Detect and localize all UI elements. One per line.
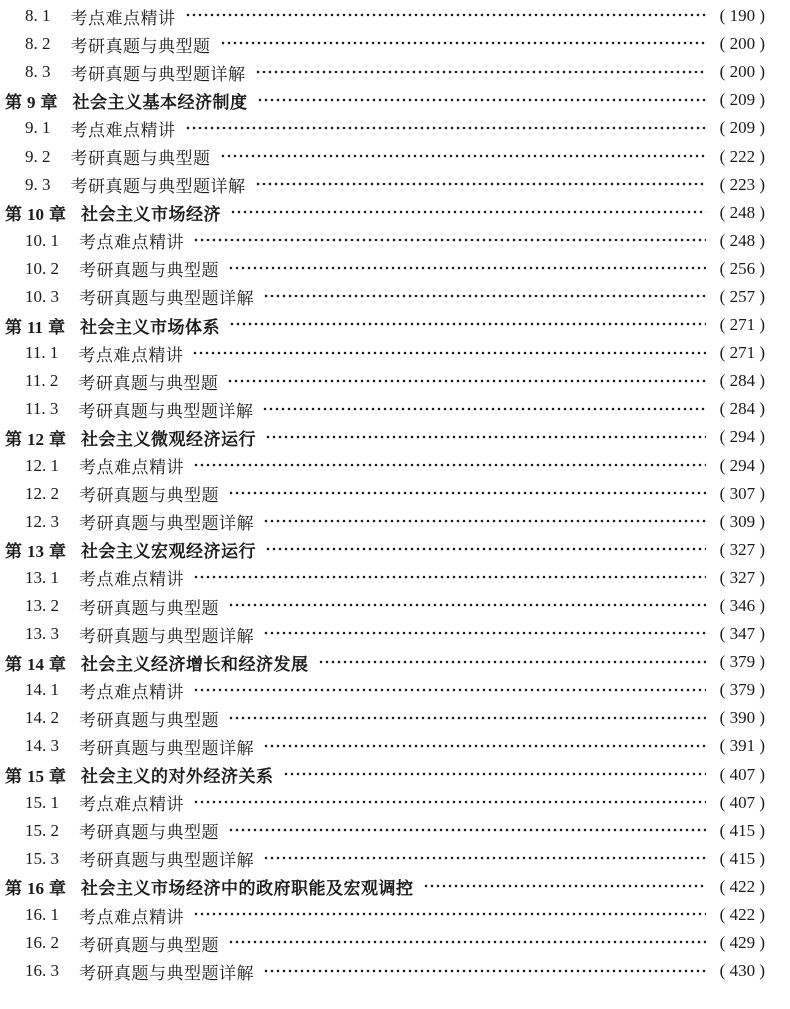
toc-entry-number [25, 736, 59, 756]
toc-entry-page-number: ( 415 ) [719, 820, 765, 840]
toc-entry-page-number: ( 294 ) [719, 427, 765, 447]
chapter-prefix: 第 [5, 879, 22, 899]
toc-entry-page-number: ( 271 ) [719, 343, 765, 363]
dot-leader [283, 761, 707, 789]
toc-row-chapter [0, 648, 765, 676]
toc-entry-number [25, 62, 51, 82]
entry-number-digits: 9. 2 [25, 146, 51, 166]
toc-row-section [0, 480, 765, 508]
dot-leader [185, 2, 707, 30]
dot-leader [265, 536, 706, 564]
entry-number-digits: 15 [27, 767, 44, 787]
toc-entry-title: 考研真题与典型题详解 [79, 289, 254, 309]
toc-entry-number [25, 512, 59, 532]
toc-entry-page-number: ( 422 ) [719, 905, 765, 925]
dot-leader [220, 142, 707, 170]
chapter-prefix: 第 [5, 92, 22, 112]
toc-entry-number [25, 34, 51, 54]
chapter-suffix: 章 [40, 92, 58, 112]
dot-leader [192, 339, 706, 367]
toc-entry-number [5, 537, 66, 562]
chapter-prefix: 第 [5, 654, 22, 674]
chapter-suffix: 章 [48, 317, 66, 337]
toc-entry-page-number: ( 223 ) [719, 174, 765, 194]
toc-row-section [0, 704, 765, 732]
toc-entry-title: 考点难点精讲 [70, 8, 176, 28]
entry-number-digits: 16 [27, 879, 44, 899]
entry-number-digits: 12 [27, 429, 44, 449]
toc-entry-title: 考点难点精讲 [79, 233, 184, 253]
chapter-suffix: 章 [49, 879, 66, 899]
toc-row-section [0, 339, 765, 367]
dot-leader [255, 171, 707, 199]
entry-number-digits: 8. 2 [25, 34, 51, 54]
entry-number-digits: 8. 3 [25, 62, 51, 82]
toc-row-section [0, 255, 765, 283]
toc-entry-number [25, 624, 59, 644]
toc-entry-title: 考研真题与典型题 [79, 710, 219, 730]
toc-entry-page-number: ( 346 ) [719, 596, 765, 616]
toc-row-section [0, 30, 765, 58]
toc-row-section [0, 142, 765, 170]
entry-number-digits: 9. 1 [25, 118, 51, 138]
entry-number-digits: 15. 3 [25, 848, 59, 868]
toc-entry-number [5, 762, 66, 787]
toc-row-section [0, 114, 765, 142]
toc-entry-title: 考研真题与典型题 [79, 935, 219, 955]
toc-entry-page-number: ( 190 ) [719, 6, 765, 26]
entry-number-digits: 16. 2 [25, 933, 59, 953]
dot-leader [228, 255, 706, 283]
toc-entry-number [25, 147, 51, 167]
entry-number-digits: 13. 2 [25, 596, 59, 616]
toc-entry-number [25, 175, 51, 195]
entry-number-digits: 13 [27, 542, 44, 562]
toc-entry-page-number: ( 307 ) [719, 483, 765, 503]
chapter-suffix: 章 [49, 429, 66, 449]
toc-entry-title: 考点难点精讲 [78, 345, 184, 365]
dot-leader [193, 564, 706, 592]
toc-row-section [0, 929, 765, 957]
toc-entry-title: 考研真题与典型题 [79, 486, 219, 506]
toc-entry-title: 考点难点精讲 [79, 907, 184, 927]
toc-row-section [0, 817, 765, 845]
chapter-prefix: 第 [5, 429, 22, 449]
toc-entry-title: 社会主义的对外经济关系 [81, 767, 274, 787]
toc-row-section [0, 901, 765, 929]
entry-number-digits: 14. 2 [25, 708, 59, 728]
toc-entry-title: 考研真题与典型题详解 [79, 626, 254, 646]
toc-entry-title: 考点难点精讲 [79, 458, 184, 478]
dot-leader [265, 423, 706, 451]
toc-entry-title: 考点难点精讲 [70, 120, 176, 140]
dot-leader [193, 789, 706, 817]
entry-number-digits: 15. 1 [25, 792, 59, 812]
toc-entry-page-number: ( 284 ) [719, 371, 765, 391]
toc-row-section [0, 508, 765, 536]
toc-entry-page-number: ( 429 ) [719, 933, 765, 953]
toc-entry-number [5, 88, 58, 113]
toc-entry-page-number: ( 379 ) [719, 652, 765, 672]
dot-leader [263, 283, 706, 311]
toc-entry-title: 社会主义基本经济制度 [72, 92, 248, 112]
toc-entry-page-number: ( 271 ) [719, 315, 765, 335]
dot-leader [193, 227, 706, 255]
toc-entry-page-number: ( 294 ) [719, 455, 765, 475]
toc-row-section [0, 2, 765, 30]
entry-number-digits: 12. 3 [25, 511, 59, 531]
toc-row-chapter [0, 761, 765, 789]
chapter-prefix: 第 [5, 317, 22, 337]
entry-number-digits: 16. 1 [25, 905, 59, 925]
entry-number-digits: 13. 3 [25, 624, 59, 644]
entry-number-digits: 9 [27, 92, 36, 112]
toc-entry-number [25, 680, 59, 700]
toc-row-section [0, 452, 765, 480]
toc-entry-page-number: ( 390 ) [719, 708, 765, 728]
toc-entry-page-number: ( 415 ) [719, 848, 765, 868]
toc-entry-title: 考研真题与典型题 [70, 149, 211, 169]
toc-entry-page-number: ( 327 ) [719, 539, 765, 559]
toc-entry-number [25, 821, 59, 841]
toc-entry-page-number: ( 284 ) [719, 399, 765, 419]
dot-leader [220, 30, 707, 58]
toc-row-chapter [0, 311, 765, 339]
toc-entry-page-number: ( 347 ) [719, 624, 765, 644]
toc-entry-number [25, 343, 58, 363]
toc-entry-number [25, 708, 59, 728]
toc-row-section [0, 789, 765, 817]
toc-entry-number [25, 6, 51, 26]
dot-leader [423, 873, 707, 901]
dot-leader [228, 929, 706, 957]
dot-leader [263, 957, 706, 985]
toc-row-chapter [0, 423, 765, 451]
dot-leader [263, 508, 706, 536]
toc-row-section [0, 620, 765, 648]
toc-entry-number [25, 793, 59, 813]
toc-row-chapter [0, 536, 765, 564]
toc-entry-title: 考研真题与典型题详解 [70, 64, 246, 84]
entry-number-digits: 11. 2 [25, 371, 59, 391]
dot-leader [227, 367, 706, 395]
toc-entry-title: 考研真题与典型题详解 [70, 177, 246, 197]
toc-entry-number [5, 425, 66, 450]
toc-entry-title: 考研真题与典型题详解 [78, 401, 254, 421]
dot-leader [185, 114, 707, 142]
toc-entry-page-number: ( 309 ) [719, 511, 765, 531]
toc-entry-number [25, 399, 58, 419]
toc-row-section [0, 171, 765, 199]
toc-row-section [0, 564, 765, 592]
dot-leader [263, 845, 706, 873]
toc-row-section [0, 845, 765, 873]
entry-number-digits: 9. 3 [25, 174, 51, 194]
toc-entry-number [25, 905, 59, 925]
toc-row-chapter [0, 86, 765, 114]
toc-entry-title: 考研真题与典型题详解 [79, 514, 254, 534]
toc-entry-title: 社会主义市场经济 [81, 205, 221, 225]
entry-number-digits: 14. 1 [25, 680, 59, 700]
entry-number-digits: 16. 3 [25, 961, 59, 981]
toc-entry-number [5, 313, 65, 338]
dot-leader [193, 676, 706, 704]
entry-number-digits: 12. 1 [25, 455, 59, 475]
toc-row-section [0, 957, 765, 985]
toc-row-chapter [0, 199, 765, 227]
toc-entry-number [25, 456, 59, 476]
toc-row-section [0, 227, 765, 255]
toc-entry-title: 考研真题与典型题 [79, 823, 219, 843]
toc-entry-title: 社会主义宏观经济运行 [81, 542, 256, 562]
toc-entry-title: 社会主义微观经济运行 [81, 429, 256, 449]
toc-row-section [0, 395, 765, 423]
toc-entry-page-number: ( 391 ) [719, 736, 765, 756]
toc-entry-number [25, 568, 59, 588]
entry-number-digits: 14. 3 [25, 736, 59, 756]
dot-leader [318, 648, 707, 676]
entry-number-digits: 14 [27, 654, 44, 674]
toc-entry-page-number: ( 379 ) [719, 680, 765, 700]
dot-leader [228, 817, 706, 845]
dot-leader [257, 86, 707, 114]
dot-leader [228, 480, 706, 508]
toc-entry-title: 考研真题与典型题 [78, 373, 219, 393]
toc-entry-page-number: ( 222 ) [719, 146, 765, 166]
toc-entry-number [25, 118, 51, 138]
entry-number-digits: 10. 2 [25, 258, 59, 278]
chapter-suffix: 章 [49, 205, 66, 225]
toc-row-section [0, 732, 765, 760]
toc-entry-number [5, 650, 66, 675]
entry-number-digits: 11. 3 [25, 399, 59, 419]
toc-entry-title: 考点难点精讲 [79, 795, 184, 815]
toc-row-chapter [0, 873, 765, 901]
toc-entry-title: 考研真题与典型题 [70, 36, 211, 56]
chapter-suffix: 章 [49, 654, 66, 674]
dot-leader [193, 901, 706, 929]
dot-leader [229, 311, 706, 339]
toc-entry-number [25, 231, 59, 251]
dot-leader [228, 704, 706, 732]
toc-row-section [0, 367, 765, 395]
toc-entry-number [25, 484, 59, 504]
toc-entry-title: 考研真题与典型题详解 [79, 963, 254, 983]
toc-entry-title: 考点难点精讲 [79, 570, 184, 590]
toc-entry-page-number: ( 327 ) [719, 567, 765, 587]
toc-entry-title: 考研真题与典型题详解 [79, 851, 254, 871]
entry-number-digits: 13. 1 [25, 567, 59, 587]
toc-entry-title: 考研真题与典型题 [79, 261, 219, 281]
toc-entry-page-number: ( 209 ) [719, 90, 765, 110]
toc-entry-page-number: ( 430 ) [719, 961, 765, 981]
toc-entry-page-number: ( 248 ) [719, 230, 765, 250]
toc-row-section [0, 58, 765, 86]
toc-entry-page-number: ( 422 ) [719, 876, 765, 896]
toc-entry-number [5, 200, 66, 225]
entry-number-digits: 10. 1 [25, 230, 59, 250]
toc-entry-title: 考研真题与典型题详解 [79, 738, 254, 758]
toc-entry-page-number: ( 209 ) [719, 118, 765, 138]
dot-leader [263, 732, 706, 760]
entry-number-digits: 8. 1 [25, 6, 51, 26]
dot-leader [228, 592, 706, 620]
toc-entry-number [25, 259, 59, 279]
chapter-suffix: 章 [49, 767, 66, 787]
chapter-prefix: 第 [5, 205, 22, 225]
toc-entry-page-number: ( 407 ) [719, 764, 765, 784]
toc-entry-number [25, 596, 59, 616]
entry-number-digits: 11 [27, 317, 44, 337]
toc-entry-page-number: ( 407 ) [719, 792, 765, 812]
toc-entry-page-number: ( 200 ) [719, 62, 765, 82]
entry-number-digits: 15. 2 [25, 820, 59, 840]
chapter-prefix: 第 [5, 767, 22, 787]
toc-row-section [0, 676, 765, 704]
entry-number-digits: 10. 3 [25, 286, 59, 306]
chapter-prefix: 第 [5, 542, 22, 562]
dot-leader [193, 452, 706, 480]
toc-entry-number [25, 849, 59, 869]
toc-entry-title: 社会主义市场经济中的政府职能及宏观调控 [81, 879, 414, 899]
toc-entry-number [25, 371, 58, 391]
toc-entry-page-number: ( 248 ) [719, 202, 765, 222]
toc-entry-title: 考研真题与典型题 [79, 598, 219, 618]
toc-entry-page-number: ( 200 ) [719, 34, 765, 54]
entry-number-digits: 12. 2 [25, 483, 59, 503]
dot-leader [262, 395, 706, 423]
dot-leader [263, 620, 706, 648]
toc-entry-page-number: ( 257 ) [719, 286, 765, 306]
dot-leader [230, 199, 706, 227]
toc-entry-number [25, 961, 59, 981]
toc-row-section [0, 592, 765, 620]
toc-entry-number [5, 874, 66, 899]
chapter-suffix: 章 [49, 542, 66, 562]
toc-entry-number [25, 287, 59, 307]
toc-entry-title: 社会主义市场体系 [80, 317, 221, 337]
toc-entry-title: 社会主义经济增长和经济发展 [81, 654, 309, 674]
dot-leader [255, 58, 707, 86]
toc-row-section [0, 283, 765, 311]
entry-number-digits: 11. 1 [25, 343, 59, 363]
toc-entry-page-number: ( 256 ) [719, 258, 765, 278]
toc-entry-title: 考点难点精讲 [79, 682, 184, 702]
entry-number-digits: 10 [27, 205, 44, 225]
toc-entry-number [25, 933, 59, 953]
